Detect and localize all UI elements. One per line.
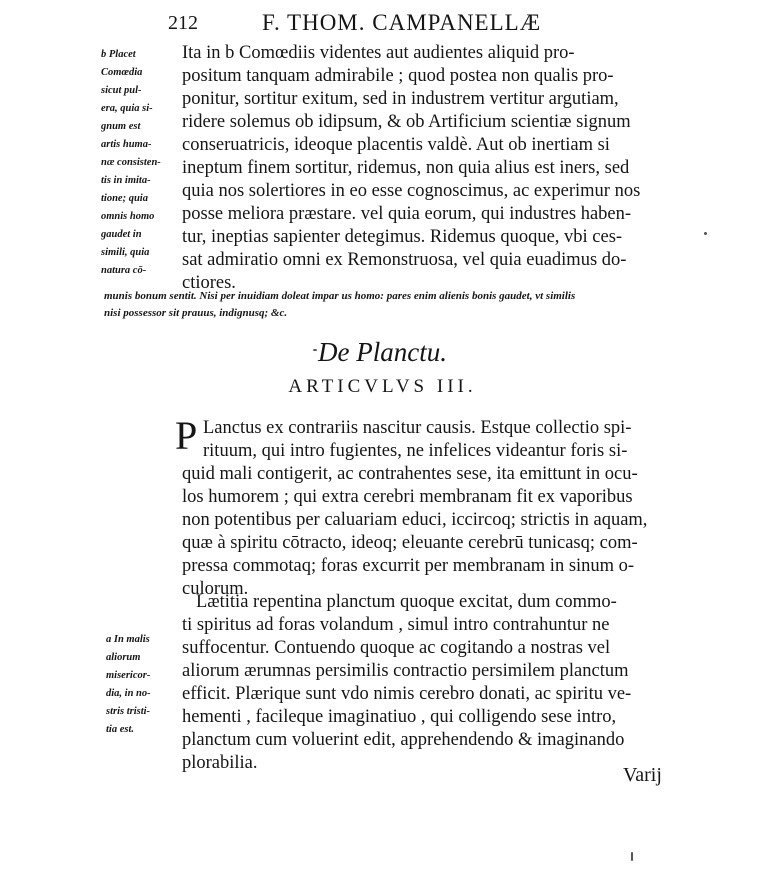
text-line: positum tanquam admirabile ; quod postea non qualis pro-	[182, 66, 614, 86]
text-line: Lætitia repentina planctum quoque excitat, dum commo-	[196, 592, 617, 612]
text-line: plorabilia.	[182, 753, 258, 773]
ink-speck	[704, 232, 707, 235]
text-line: los humorem ; qui extra cerebri membranam fit ex vaporibus	[182, 487, 633, 507]
margin-line: gaudet in	[101, 229, 142, 240]
text-line: ponitur, sortitur exitum, sed in industrem vertitur argutiam,	[182, 89, 619, 109]
page-header	[0, 12, 765, 40]
margin-line: tis in imita-	[101, 175, 151, 186]
text-line: posse meliora præstare. vel quia eorum, qui industres haben-	[182, 204, 632, 224]
text-line: ineptum finem sortitur, ridemus, non quia alius est iners, sed	[182, 158, 630, 178]
margin-line: næ consisten-	[101, 157, 161, 168]
margin-note-continuation: nisi possessor sit prauus, indignusq; &c.	[104, 307, 288, 319]
article-heading: ARTICVLVS III.	[288, 376, 477, 397]
margin-line: natura cō-	[101, 265, 147, 276]
margin-line: gnum est	[101, 121, 141, 132]
margin-line: stris tristi-	[106, 706, 151, 717]
margin-line: misericor-	[106, 670, 151, 681]
text-line: ti spiritus ad foras volandum , simul intro contrahuntur ne	[182, 615, 610, 635]
catchword: Varij	[623, 764, 662, 786]
section-title: De Planctu.	[318, 337, 447, 367]
margin-line: a In malis	[106, 634, 150, 645]
page-number: 212	[168, 12, 198, 34]
margin-line: dia, in no-	[106, 688, 151, 699]
text-line: quia nos solertiores in eo esse cognoscimus, ac experimur nos	[182, 181, 641, 201]
margin-line: tia est.	[106, 724, 134, 735]
text-line: ctiores.	[182, 273, 236, 293]
text-line: quæ à spiritu cōtracto, ideoq; eleuante cerebrū tunicasq; com-	[182, 533, 638, 553]
text-line: efficit. Plærique sunt vdo nimis cerebro donati, ac spiritu ve-	[182, 684, 632, 704]
ink-speck	[313, 349, 317, 351]
text-line: rituum, qui intro fugientes, ne infelices videantur foris si-	[203, 441, 628, 461]
text-line: Lanctus ex contrariis nascitur causis. Estque collectio spi-	[203, 418, 632, 438]
text-line: suffocentur. Contuendo quoque ac cogitando a nostras vel	[182, 638, 611, 658]
margin-line: tione; quia	[101, 193, 148, 204]
margin-line: omnis homo	[101, 211, 155, 222]
text-line: tur, ineptias sapienter detegimus. Ridemus quoque, vbi ces-	[182, 227, 623, 247]
margin-line: simili, quia	[101, 247, 150, 258]
running-head: F. THOM. CAMPANELLÆ	[262, 10, 542, 35]
text-line: sat admiratio omni ex Remonstruosa, vel quia euadimus do-	[182, 250, 627, 270]
drop-cap: P	[175, 413, 198, 458]
margin-line: aliorum	[106, 652, 141, 663]
margin-line: era, quia si-	[101, 103, 153, 114]
text-line: non potentibus per caluariam educi, iccircoq; strictis in aquam,	[182, 510, 648, 530]
margin-line: sicut pul-	[101, 85, 142, 96]
text-line: culorum.	[182, 579, 249, 599]
text-line: quid mali contigerit, ac contrahentes sese, ita emittunt in ocu-	[182, 464, 638, 484]
margin-line: Comœdia	[101, 67, 143, 78]
text-line: ridere solemus ob idipsum, & ob Artificium scientiæ signum	[182, 112, 631, 132]
text-line: planctum cum voluerint edit, apprehendendo & imaginando	[182, 730, 625, 750]
text-line: pressa commotaq; foras excurrit per membranam in sinum o-	[182, 556, 635, 576]
margin-line: b Placet	[101, 49, 136, 60]
text-line: hementi , facileque imaginatiuo , qui colligendo sese intro,	[182, 707, 617, 727]
margin-line: artis huma-	[101, 139, 152, 150]
ink-speck	[631, 852, 633, 861]
text-line: aliorum ærumnas persimilis contractio persimilem planctum	[182, 661, 629, 681]
margin-note-continuation: munis bonum sentit. Nisi per inuidiam doleat impar us homo: pares enim alienis bonis gaudet, vt similis	[104, 290, 576, 302]
text-line: conseruatricis, ideoque placentis valdè. Aut ob inertiam si	[182, 135, 610, 155]
text-line: Ita in b Comœdiis videntes aut audientes aliquid pro-	[182, 43, 575, 63]
